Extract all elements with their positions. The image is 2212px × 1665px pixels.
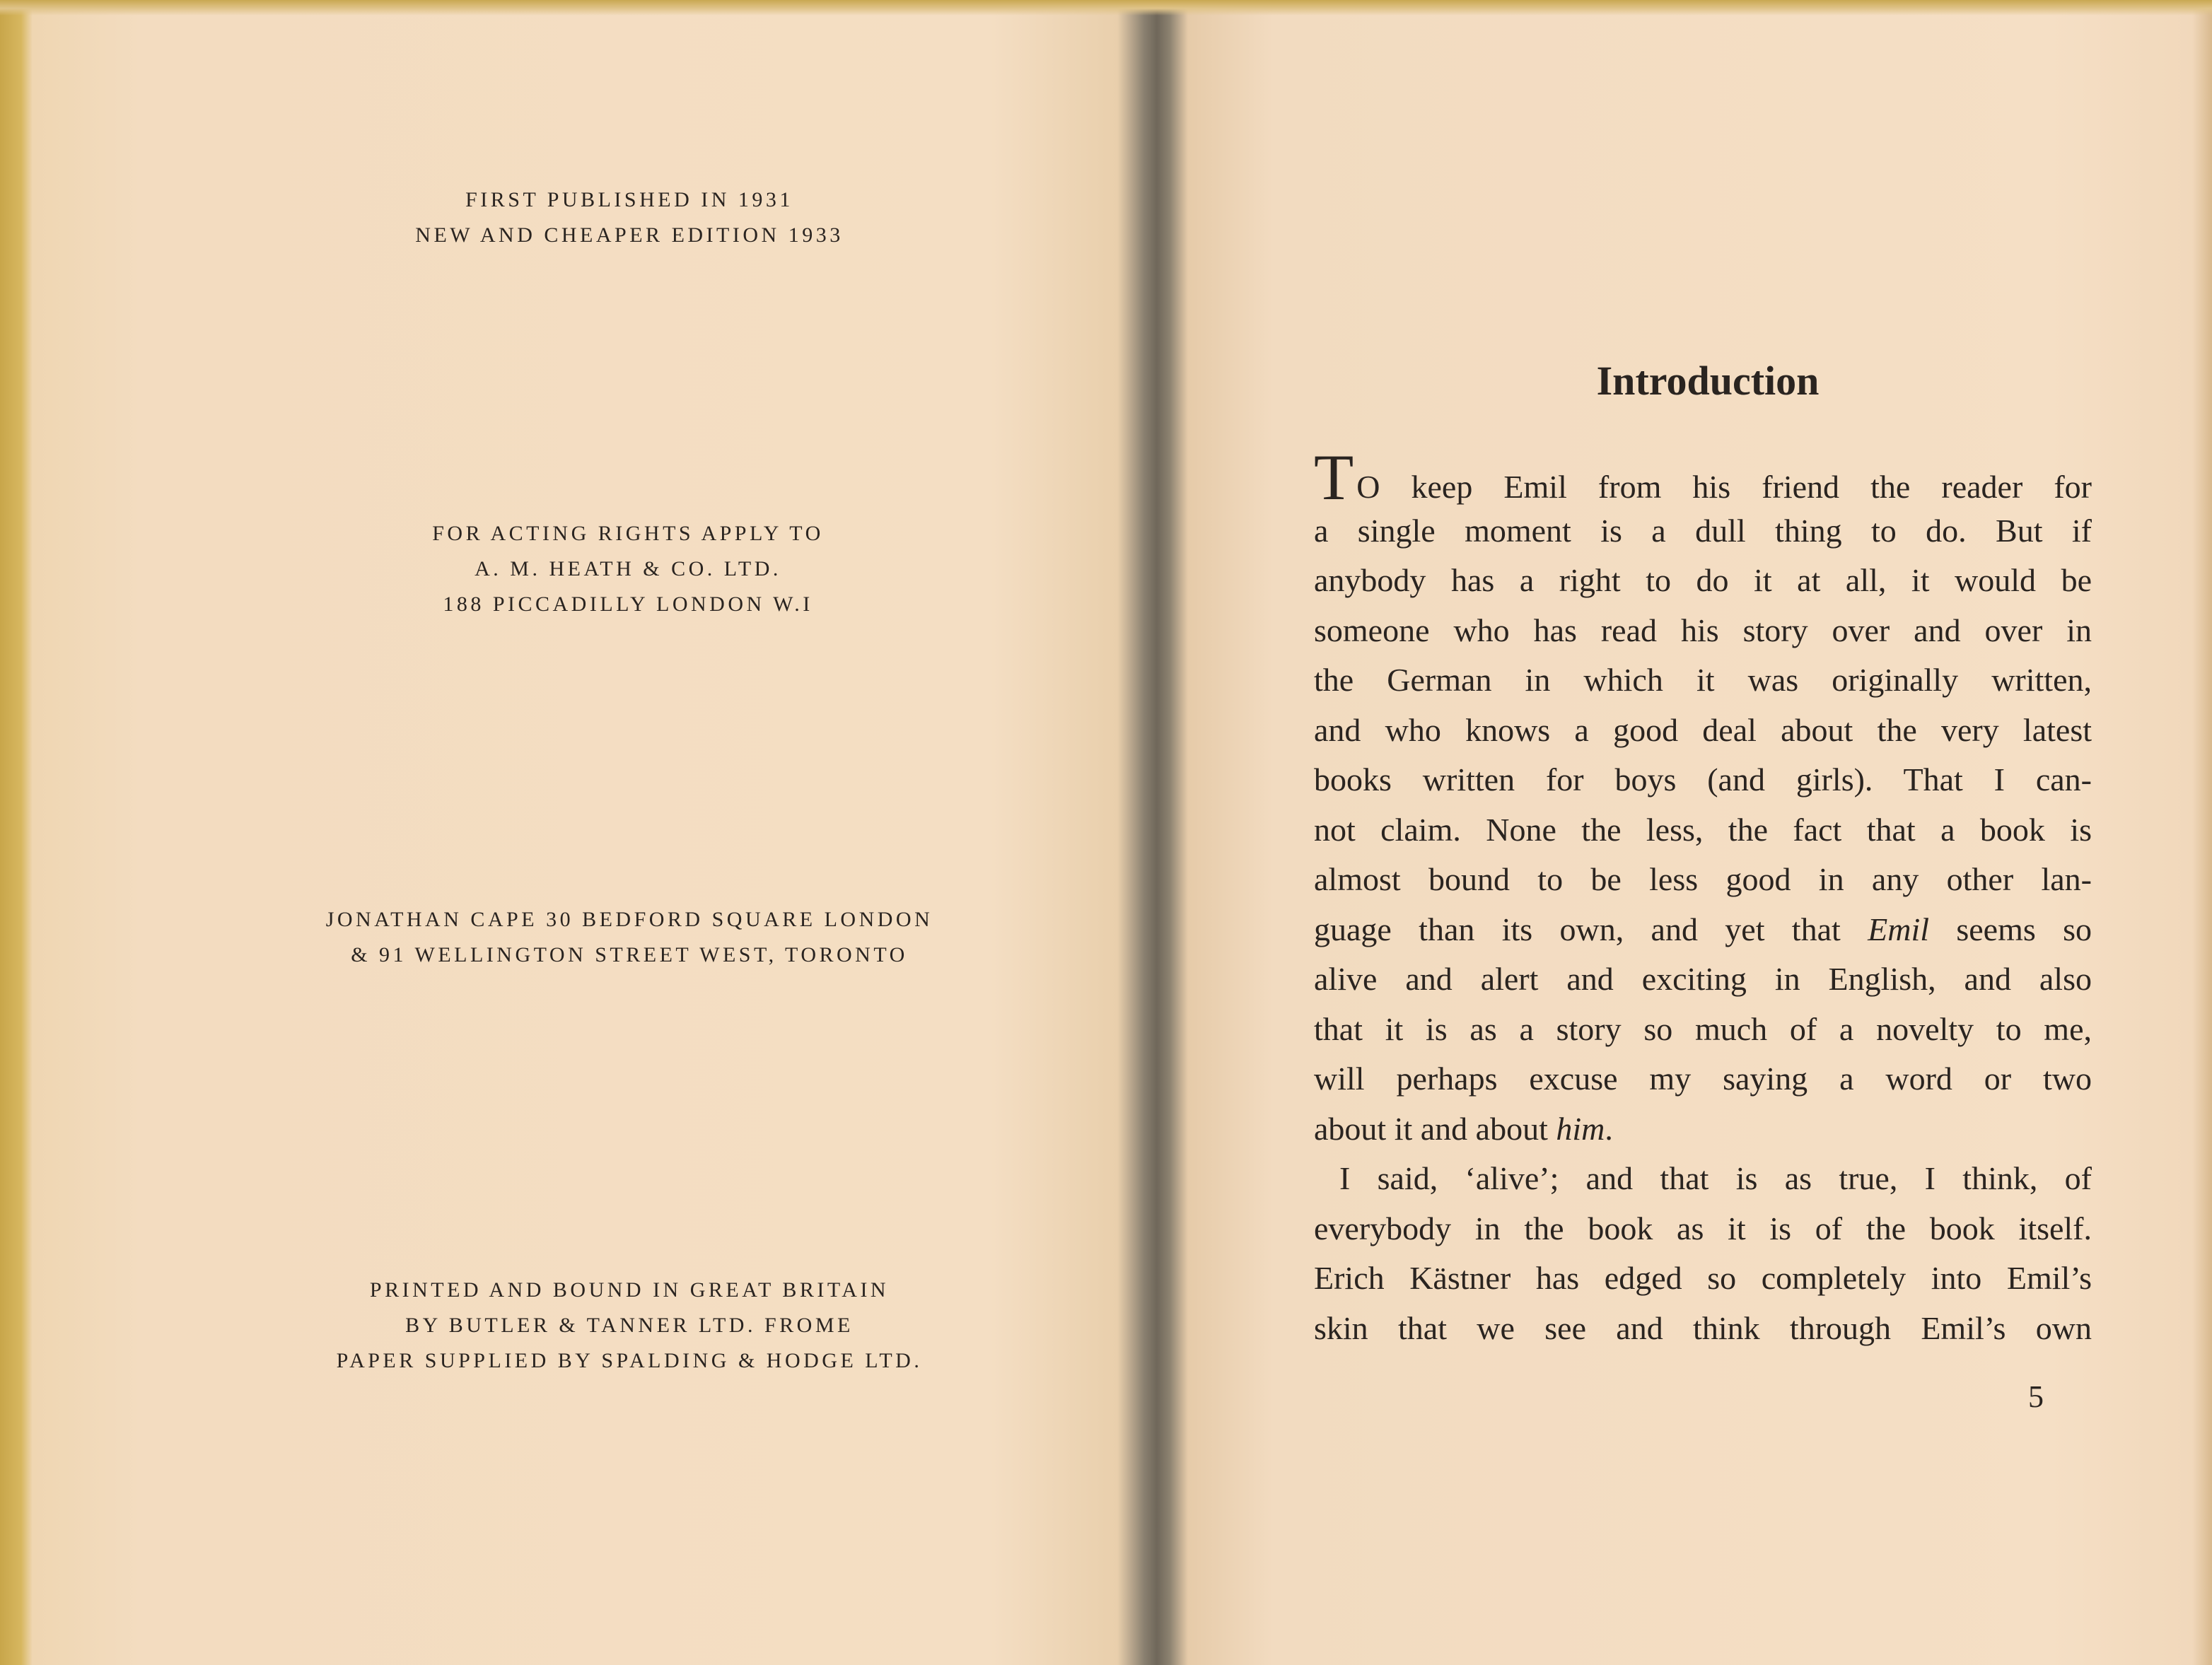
italic-word: him [1556,1110,1605,1147]
text-line: Erich Kästner has edged so completely into Emil’s [1314,1260,2092,1296]
publisher-line-1: JONATHAN CAPE 30 BEDFORD SQUARE LONDON [325,908,933,931]
drop-cap: T [1314,441,1354,513]
text-line: everybody in the book as it is of the book itself. [1314,1210,2092,1246]
edition-block [378,182,880,253]
printer-line-2: BY BUTLER & TANNER LTD. FROME [405,1314,854,1337]
page-number: 5 [2028,1379,2044,1414]
text-line: almost bound to be less good in any other lan- [1314,861,2092,897]
text-line-1-rest: O keep Emil from his friend the reader for [1356,469,2092,505]
text-line: not claim. None the less, the fact that a book is [1314,811,2092,848]
edition-line-1: FIRST PUBLISHED IN 1931 [465,188,793,211]
text-line: guage than its own, and yet that Emil seems so [1314,911,2092,947]
edition-line-2: NEW AND CHEAPER EDITION 1933 [415,223,844,247]
text-line: a single moment is a dull thing to do. But if [1314,512,2092,549]
text-line: anybody has a right to do it at all, it would be [1314,562,2092,598]
printer-line-1: PRINTED AND BOUND IN GREAT BRITAIN [369,1278,890,1302]
text-line: someone who has read his story over and over in [1314,612,2092,648]
printer-line-3: PAPER SUPPLIED BY SPALDING & HODGE LTD. [336,1349,923,1372]
text-line-1 [1314,441,2092,513]
printer-block [304,1273,955,1379]
acting-rights-line-2: A. M. HEATH & CO. LTD. [475,557,781,580]
acting-rights-line-1: FOR ACTING RIGHTS APPLY TO [432,522,824,545]
chapter-title: Introduction [1596,358,1820,404]
text-line: that it is as a story so much of a novelty to me, [1314,1010,2092,1047]
text-line: books written for boys (and girls). That I can- [1314,761,2092,798]
italic-word: Emil [1868,911,1930,947]
text-line: I said, ‘alive’; and that is as true, I think, of [1339,1160,2092,1196]
text-line: and who knows a good deal about the very latest [1314,711,2092,748]
text-line: about it and about him. [1314,1110,1613,1147]
publisher-block [304,902,955,973]
publisher-line-2: & 91 WELLINGTON STREET WEST, TORONTO [351,943,908,966]
introduction-text [1314,441,2092,1353]
text-line: the German in which it was originally written, [1314,662,2092,698]
acting-rights-line-3: 188 PICCADILLY LONDON W.I [443,592,813,616]
text-line: will perhaps excuse my saying a word or two [1314,1061,2092,1097]
acting-rights-block [402,516,854,622]
text-line: alive and alert and exciting in English, and also [1314,961,2092,997]
text-line: skin that we see and think through Emil’s own [1314,1309,2092,1346]
